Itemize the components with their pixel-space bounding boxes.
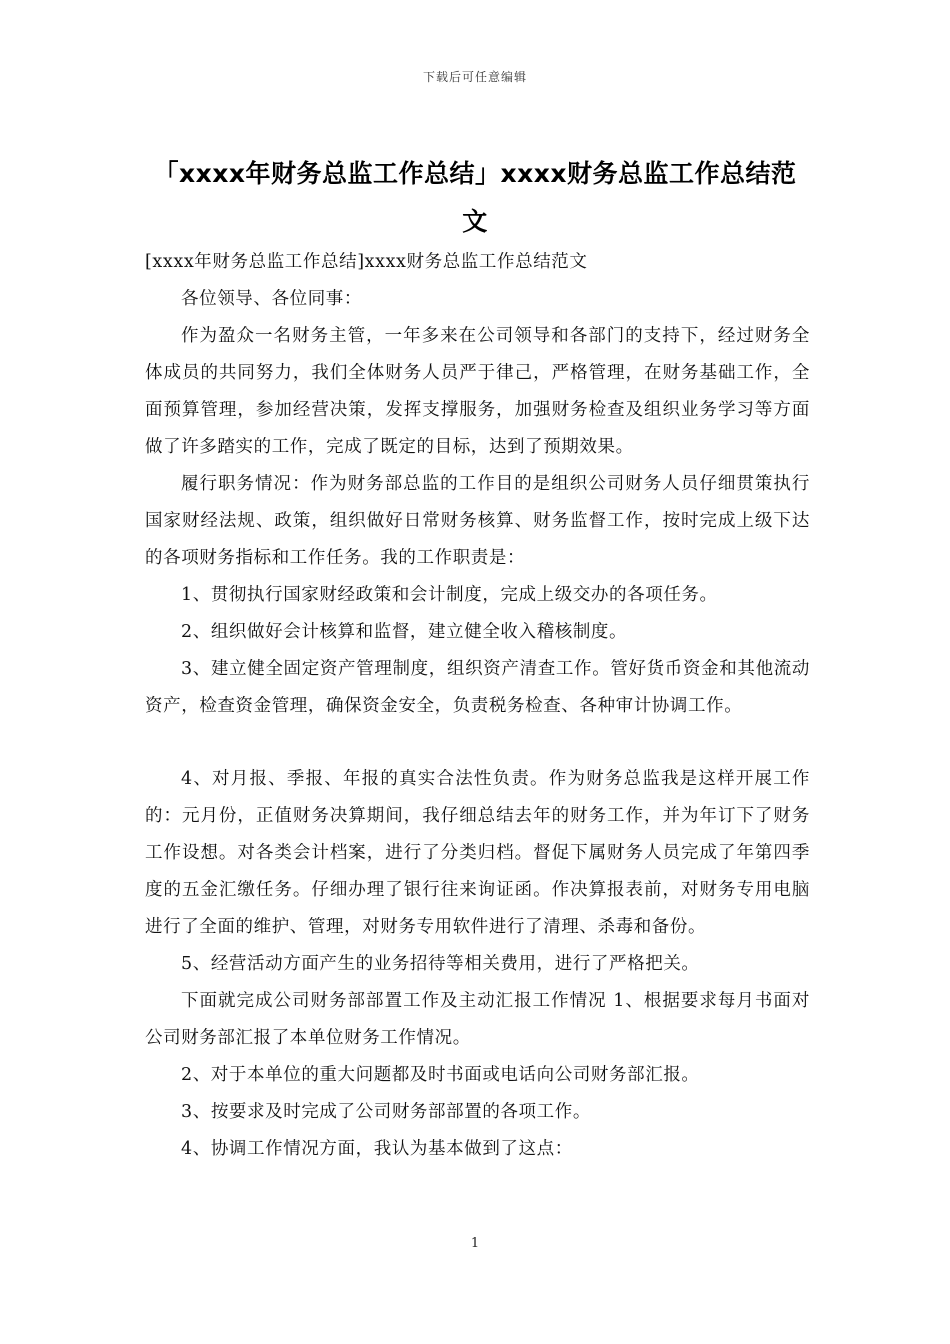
paragraph-report-intro: 下面就完成公司财务部部置工作及主动汇报工作情况 1、根据要求每月书面对公司财务部汇报了本单位财务工作情况。 (145, 991, 810, 1048)
paragraph-report-3: 3、按要求及时完成了公司财务部部置的各项工作。 (181, 1102, 591, 1122)
paragraph-item-4: 4、对月报、季报、年报的真实合法性负责。作为财务总监我是这样开展工作的：元月份，正值财务决算期间，我仔细总结去年的财务工作，并为年订下了财务工作设想。对各类会计档案，进行了分类归档。督促下属财务人员完成了年第四季度的五金汇缴任务。仔细办理了银行往来询证函。作决算报表前，对财务专用电脑进行了全面的维护、管理，对财务专用软件进行了清理、杀毒和备份。 (145, 769, 810, 937)
document-body (145, 244, 810, 1168)
paragraph-report-4: 4、协调工作情况方面，我认为基本做到了这点： (181, 1139, 573, 1159)
paragraph-item-1: 1、贯彻执行国家财经政策和会计制度，完成上级交办的各项任务。 (181, 585, 718, 605)
subtitle-line: [xxxx年财务总监工作总结]xxxx财务总监工作总结范文 (145, 252, 588, 272)
paragraph-intro: 作为盈众一名财务主管，一年多来在公司领导和各部门的支持下，经过财务全体成员的共同努力，我们全体财务人员严于律己，严格管理，在财务基础工作，全面预算管理，参加经营决策，发挥支撑服务，加强财务检查及组织业务学习等方面做了许多踏实的工作，完成了既定的目标，达到了预期效果。 (145, 326, 810, 457)
paragraph-item-5: 5、经营活动方面产生的业务招待等相关费用，进行了严格把关。 (181, 954, 700, 974)
paragraph-item-2: 2、组织做好会计核算和监督，建立健全收入稽核制度。 (181, 622, 628, 642)
paragraph-duties: 履行职务情况：作为财务部总监的工作目的是组织公司财务人员仔细贯策执行国家财经法规、政策，组织做好日常财务核算、财务监督工作，按时完成上级下达的各项财务指标和工作任务。我的工作职责是： (145, 474, 810, 568)
paragraph-greeting: 各位领导、各位同事： (181, 289, 362, 309)
paragraph-item-3: 3、建立健全固定资产管理制度，组织资产清查工作。管好货币资金和其他流动资产，检查资金管理，确保资金安全，负责税务检查、各种审计协调工作。 (145, 659, 810, 716)
paragraph-report-2: 2、对于本单位的重大问题都及时书面或电话向公司财务部汇报。 (181, 1065, 700, 1085)
page-number: 1 (470, 1236, 480, 1251)
header-note: 下载后可任意编辑 (422, 70, 527, 84)
document-title: 「xxxx年财务总监工作总结」xxxx财务总监工作总结范文 (153, 159, 797, 236)
